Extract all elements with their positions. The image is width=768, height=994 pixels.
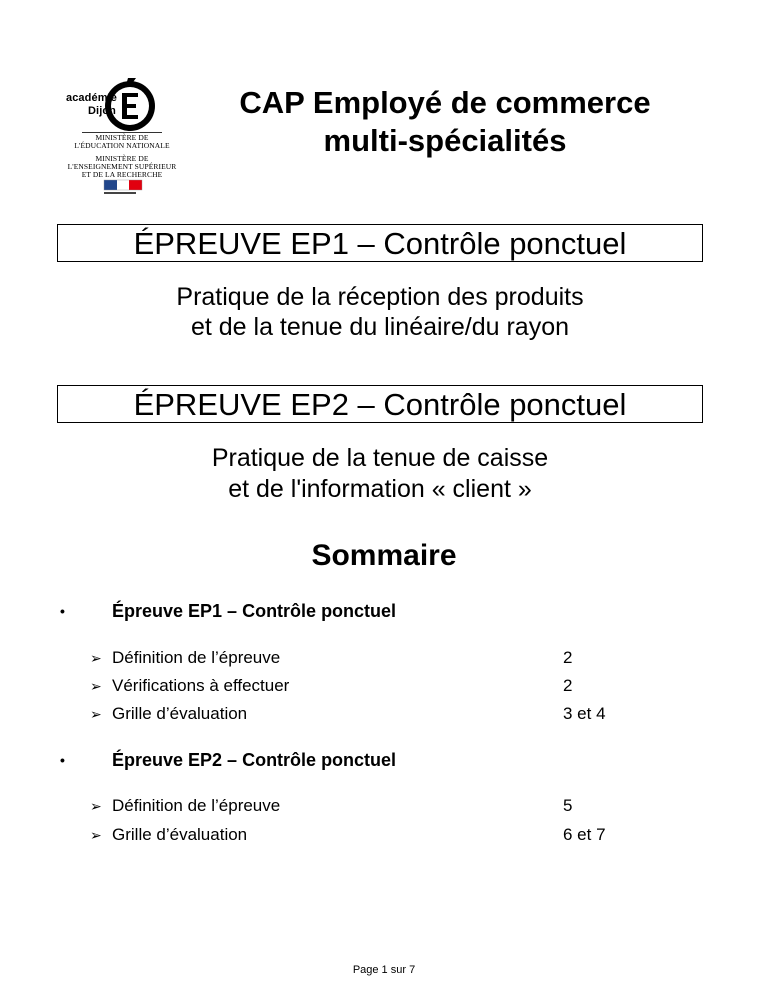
sommaire-item: [90, 647, 280, 669]
arrow-bullet-icon: ➢: [90, 827, 102, 843]
ep1-heading: ÉPREUVE EP1 – Contrôle ponctuel: [57, 224, 703, 262]
item-label: Définition de l’épreuve: [112, 648, 281, 667]
section-label: Épreuve EP1 – Contrôle ponctuel: [112, 601, 397, 621]
republique-flag-icon: [104, 180, 142, 194]
item-page-ref: 2: [563, 648, 573, 667]
ministry2-line1: MINISTÈRE DE: [95, 154, 149, 163]
item-label: Grille d’évaluation: [112, 825, 248, 844]
ministry1-line1: MINISTÈRE DE: [95, 133, 149, 142]
arrow-bullet-icon: ➢: [90, 798, 102, 814]
ep1-subtitle-line1: Pratique de la réception des produits: [176, 283, 584, 311]
document-title: [190, 84, 700, 160]
academie-name-line1: académie: [66, 92, 117, 104]
ep2-heading: ÉPREUVE EP2 – Contrôle ponctuel: [57, 385, 703, 423]
arrow-bullet-icon: ➢: [90, 678, 102, 694]
ep1-subtitle-line2: et de la tenue du linéaire/du rayon: [190, 313, 570, 341]
academie-logo: [52, 72, 192, 212]
arrow-bullet-icon: ➢: [90, 706, 102, 722]
sommaire-item: [90, 795, 280, 817]
academie-name-line2: Dijon: [88, 105, 116, 117]
item-label: Grille d’évaluation: [112, 704, 248, 723]
item-label: Définition de l’épreuve: [112, 796, 281, 815]
bullet-icon: •: [60, 752, 65, 768]
ministry1-line2: L'ÉDUCATION NATIONALE: [74, 141, 170, 150]
item-page-ref: 3 et 4: [563, 704, 606, 723]
sommaire-item: [90, 703, 247, 725]
section-label: Épreuve EP2 – Contrôle ponctuel: [112, 750, 397, 770]
ep2-subtitle-line2: et de l'information « client »: [228, 475, 532, 503]
ministry2-line2: L'ENSEIGNEMENT SUPÉRIEUR: [67, 162, 177, 171]
arrow-bullet-icon: ➢: [90, 650, 102, 666]
ministry2-line3: ET DE LA RECHERCHE: [81, 170, 163, 179]
item-page-ref: 6 et 7: [563, 825, 606, 844]
item-page-ref: 2: [563, 676, 573, 695]
ep2-subtitle-line1: Pratique de la tenue de caisse: [211, 444, 549, 472]
page-number: Page 1 sur 7: [352, 964, 416, 976]
item-page-ref: 5: [563, 796, 573, 815]
item-label: Vérifications à effectuer: [112, 676, 290, 695]
title-line2: multi-spécialités: [323, 123, 567, 158]
sommaire-title: Sommaire: [311, 539, 457, 572]
bullet-icon: •: [60, 603, 65, 619]
sommaire-item: [90, 824, 247, 846]
title-line1: CAP Employé de commerce: [239, 85, 651, 120]
sommaire-item: [90, 675, 289, 697]
